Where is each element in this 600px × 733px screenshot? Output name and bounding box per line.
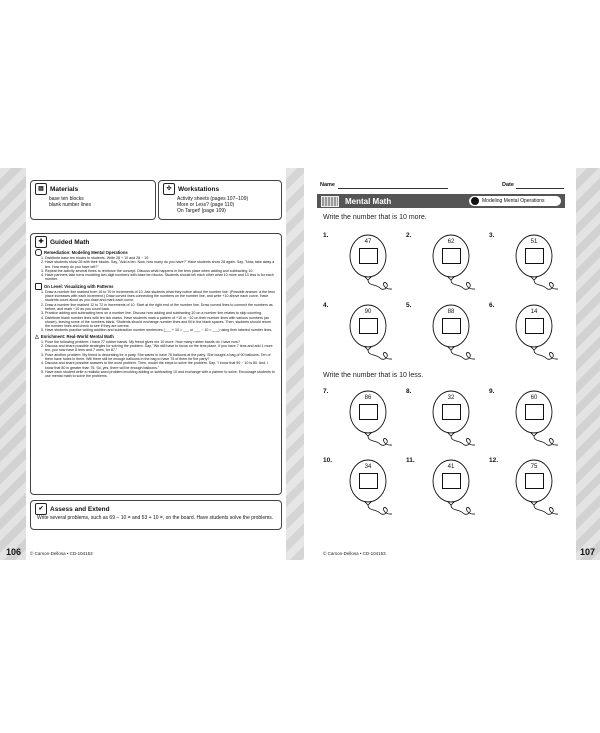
left-footer: © Carson-Dellosa • CD-104153 [30,551,93,556]
balloon-problem [323,457,403,519]
materials-title: Materials [50,185,79,193]
right-footer: © Carson-Dellosa • CD-104153 [323,551,386,556]
balloon-number: 14 [530,309,538,315]
step: 2. Draw a number line marked 12 to 72 in increments of 10. Start at the right end of the number line. Draw curved lines to connect the numbers as before, and mark −10 as you count back. [45,303,277,312]
balloon-number: 86 [364,395,372,401]
balloon-problem [489,302,569,364]
answer-box[interactable] [359,318,378,334]
instruction-less: Write the number that is 10 less. [323,372,424,379]
step: 1. Draw a number line marked from 16 to 76 in increments of 10. Ask students what they notice about the number line. (Possible answer: a the tens place increases with each increment.) Draw curved lines connecting the numbers on the number line, and write +10 above each curve. Have students count aloud as you draw and mark each curve. [45,290,277,303]
answer-box[interactable] [359,248,378,264]
date-label: Date [502,182,514,188]
name-line [338,188,448,189]
step: 4. Distribute blank number lines with ten tick marks. Have students mark a pattern of +10 or −10 on their number lines with various numbers (as shown), leaving some of the numbers blank. Students should exchange number lines and fill in the blank spaces. Then, students should return the number lines and check to see if they are correct. [45,316,277,329]
enrichment-icon: △ [35,333,39,340]
balloon-number: 47 [364,239,372,245]
on-level-heading: On Level: Visualizing with Patterns [44,283,114,289]
problem-number: 3. [489,232,495,239]
checkmark-icon: ✔ [35,503,47,515]
step: 3. Practice adding and subtracting tens on a number line. Discuss how adding and subtracting 10 on a number line relates to skip counting. [45,311,277,315]
materials-item: base ten blocks [49,196,84,202]
calculator-icon [321,196,339,207]
step: 1. Distribute base ten blocks to students. Write 28 + 10 and 28 − 10. [45,256,277,260]
balloon-number: 75 [530,464,538,470]
answer-box[interactable] [525,404,544,420]
problem-number: 1. [323,232,329,239]
materials-box [30,180,156,220]
balloon-problem [406,457,486,519]
bullet-icon [471,197,479,205]
workstations-title: Workstations [178,185,220,193]
balloon-problem [323,232,403,294]
assess-text: Write several problems, such as 69 − 10 = and 53 + 10 =, on the board. Have students solve the problems. [37,515,274,521]
assess-box [30,500,282,530]
problem-number: 2. [406,232,412,239]
guided-math-box [30,233,282,495]
right-page-border [576,168,600,560]
problem-number: 5. [406,302,412,309]
answer-box[interactable] [359,404,378,420]
workstations-item: More or Less? (page 110) [177,202,235,208]
balloon-number: 60 [530,395,538,401]
center-gutter [286,168,304,560]
problem-number: 10. [323,457,333,464]
workstations-item: On Target! (page 109) [177,208,226,214]
answer-box[interactable] [525,318,544,334]
instruction-more: Write the number that is 10 more. [323,214,427,221]
answer-box[interactable] [359,473,378,489]
answer-box[interactable] [525,473,544,489]
workstations-icon: ✣ [163,183,175,195]
workstations-item: Activity sheets (pages 107–109) [177,196,249,202]
assess-title: Assess and Extend [50,505,110,513]
balloon-problem [323,388,403,450]
on-level-icon [35,283,42,290]
step: 4. Have partners take turns modeling two-digit numbers with base ten blocks. Students should tell each other what 10 more and 10 less is for each number. [45,273,277,282]
step: 5. Have each student write a realistic word problem involving adding or subtracting 10 and exchange with a partner to solve. Encourage students to use mental math to solve the problems. [45,370,277,379]
step: 5. Have students practice writing addition and subtraction number sentences (___ + 10 = ___ or ___ − 10 = ___) using their labeled number lines. [45,328,277,332]
left-page-number: 106 [6,547,22,557]
balloon-number: 51 [530,239,538,245]
problem-number: 9. [489,388,495,395]
materials-icon: ▤ [35,183,47,195]
problem-number: 12. [489,457,499,464]
remediation-steps [35,256,277,282]
materials-item: blank number lines [49,202,91,208]
balloon-problem [489,232,569,294]
remediation-heading: Remediation: Modeling Mental Operations [44,250,128,255]
problem-number: 6. [489,302,495,309]
balloon-number: 90 [364,309,372,315]
problem-number: 8. [406,388,412,395]
balloon-number: 32 [447,395,455,401]
balloon-problem [489,457,569,519]
step: 2. Discuss and share possible strategies for solving the problem. Say, "We still have to focus on the tens place. If you have 7 tens and add 1 more ten, you now have 8 tens and 7 ones, for 87." [45,344,277,353]
skill-chip-label: Modeling Mental Operations [482,198,545,204]
answer-box[interactable] [442,473,461,489]
remediation-icon [35,249,42,256]
enrichment-steps [35,340,277,379]
name-label: Name [320,182,335,188]
right-page-number: 107 [580,547,596,557]
banner-title: Mental Math [345,196,392,206]
balloon-number: 62 [447,239,455,245]
answer-box[interactable] [442,404,461,420]
left-page-border [0,168,26,560]
date-line [516,188,564,189]
on-level-steps [35,290,277,333]
guided-math-icon: ✚ [35,236,47,248]
balloon-problem [323,302,403,364]
step: 1. Pose the following problem: I have 77 rubber bands. My friend gives me 10 more. How many rubber bands do I have now? [45,340,277,344]
answer-box[interactable] [442,248,461,264]
workstations-box [158,180,282,220]
balloon-number: 34 [364,464,372,470]
enrichment-heading: Enrichment: Real-World Mental Math [40,334,114,340]
answer-box[interactable] [442,318,461,334]
answer-box[interactable] [525,248,544,264]
problem-number: 11. [406,457,415,464]
problem-number: 7. [323,388,329,395]
step: 3. Repeat the activity several times to reinforce the concept. Discuss what happens in the tens place when adding and subtracting 10. [45,269,277,273]
guided-math-title: Guided Math [50,238,90,246]
step: 4. Discuss and share possible answers to the word problem. Then, model the steps to solve the problem. Say, "I know that 90 − 10 is 80. And, I know that 80 is greater than 75. So, yes, there will be enough balloons." [45,361,277,370]
balloon-number: 41 [447,464,455,470]
problem-number: 4. [323,302,329,309]
balloon-problem [406,232,486,294]
step: 2. Have students show 28 with their blocks. Say, "Add a ten. Now, how many do you have?" Have students show 28 again. Say, "Now, take away a ten. How many do you have left?" [45,260,277,269]
balloon-problem [406,388,486,450]
balloon-number: 88 [447,309,455,315]
balloon-problem [489,388,569,450]
step: 3. Pose another problem: My friend is decorating for a party. She wants to have 75 balloons at the party. She bought a bag of 90 balloons. Ten of them have holes in them. Will there still be enough balloons in the bag to have 75 of them for the party? [45,353,277,362]
skill-chip [469,196,561,206]
balloon-problem [406,302,486,364]
